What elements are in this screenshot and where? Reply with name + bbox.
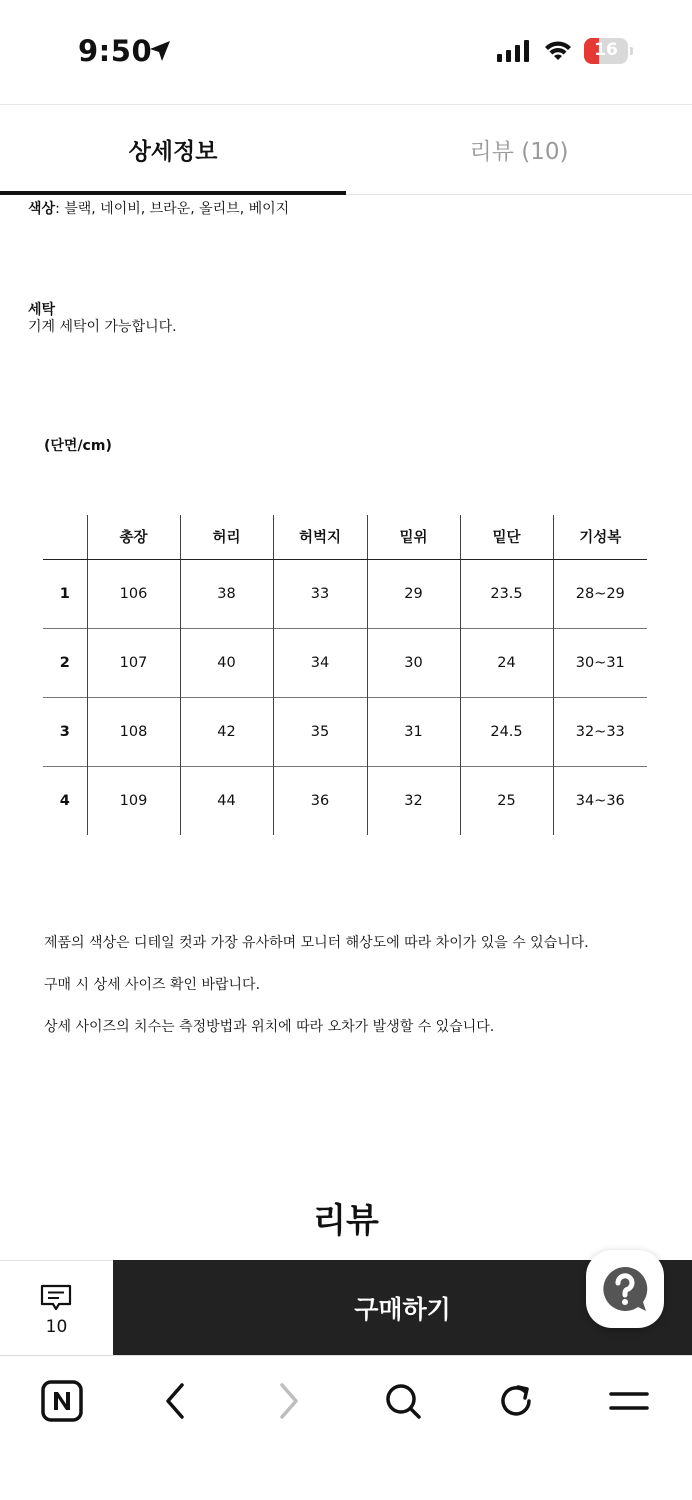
forward-arrow-icon: [274, 1381, 304, 1421]
size-table-header: 허벅지: [273, 515, 367, 559]
table-cell: 33: [273, 559, 367, 628]
search-button[interactable]: [380, 1378, 426, 1424]
table-cell: 29: [367, 559, 460, 628]
product-notes: [44, 932, 589, 1058]
note-text: 상세 사이즈의 치수는 측정방법과 위치에 따라 오차가 발생할 수 있습니다.: [44, 1019, 495, 1035]
back-arrow-icon: [160, 1381, 190, 1421]
size-label: 3: [43, 697, 87, 766]
table-cell: 23.5: [460, 559, 553, 628]
table-cell: 30: [367, 628, 460, 697]
naver-home-button[interactable]: [39, 1378, 85, 1424]
review-shortcut-button[interactable]: [0, 1260, 113, 1355]
table-cell: 28~29: [553, 559, 647, 628]
size-table-header: 기성복: [553, 515, 647, 559]
table-cell: 44: [180, 766, 273, 835]
table-cell: 25: [460, 766, 553, 835]
browser-toolbar: [0, 1355, 692, 1500]
size-table-header: 밑단: [460, 515, 553, 559]
forward-button[interactable]: [266, 1378, 312, 1424]
note-text: 구매 시 상세 사이즈 확인 바랍니다.: [44, 977, 261, 993]
size-table-header: 총장: [87, 515, 180, 559]
table-cell: 109: [87, 766, 180, 835]
size-table-header: [43, 515, 87, 559]
wifi-icon: [543, 38, 573, 62]
tab-detail-info[interactable]: 상세정보: [0, 105, 346, 194]
review-comment-icon: [39, 1283, 73, 1313]
size-table-header: 허리: [180, 515, 273, 559]
battery-level: 16: [594, 40, 618, 60]
size-table: [43, 515, 647, 835]
back-button[interactable]: [152, 1378, 198, 1424]
table-cell: 24.5: [460, 697, 553, 766]
cellular-signal-icon: [497, 40, 529, 62]
table-row: [43, 766, 647, 835]
wash-text: 기계 세탁이 가능합니다.: [28, 319, 177, 335]
table-cell: 40: [180, 628, 273, 697]
table-cell: 31: [367, 697, 460, 766]
help-button[interactable]: [586, 1250, 664, 1328]
table-row: [43, 628, 647, 697]
refresh-button[interactable]: [493, 1378, 539, 1424]
detail-tabs: [0, 104, 692, 195]
table-cell: 24: [460, 628, 553, 697]
table-cell: 32: [367, 766, 460, 835]
table-cell: 42: [180, 697, 273, 766]
size-table-header: 밑위: [367, 515, 460, 559]
table-cell: 34: [273, 628, 367, 697]
table-cell: 30~31: [553, 628, 647, 697]
size-label: 4: [43, 766, 87, 835]
search-icon: [383, 1381, 423, 1421]
refresh-icon: [496, 1381, 536, 1421]
size-label: 2: [43, 628, 87, 697]
table-cell: 35: [273, 697, 367, 766]
table-row: [43, 559, 647, 628]
table-cell: 108: [87, 697, 180, 766]
size-table-header-row: [43, 515, 647, 559]
wash-title: 세탁: [28, 302, 56, 318]
table-cell: 107: [87, 628, 180, 697]
question-icon: [600, 1264, 650, 1314]
tab-reviews[interactable]: 리뷰 (10): [469, 139, 569, 165]
note-text: 제품의 색상은 디테일 컷과 가장 유사하며 모니터 해상도에 따라 차이가 있을 수 있습니다.: [44, 935, 589, 951]
naver-home-icon: [41, 1380, 83, 1422]
table-cell: 106: [87, 559, 180, 628]
status-time: 9:50: [78, 34, 153, 68]
color-info: [28, 198, 289, 218]
table-cell: 36: [273, 766, 367, 835]
review-section-heading: 리뷰: [313, 1201, 379, 1241]
battery-icon: [584, 38, 632, 64]
menu-icon: [608, 1386, 650, 1416]
status-bar: [0, 0, 692, 104]
size-label: 1: [59, 585, 70, 602]
table-row: [43, 697, 647, 766]
size-unit-label: (단면/cm): [44, 438, 112, 454]
color-label: 색상: [28, 201, 56, 217]
menu-button[interactable]: [606, 1378, 652, 1424]
table-cell: 38: [180, 559, 273, 628]
location-arrow-icon: [148, 39, 172, 63]
table-cell: 34~36: [553, 766, 647, 835]
buy-button[interactable]: 구매하기: [113, 1260, 692, 1355]
review-count: 10: [45, 1317, 68, 1337]
table-cell: 32~33: [553, 697, 647, 766]
color-value: : 블랙, 네이비, 브라운, 올리브, 베이지: [55, 201, 290, 217]
